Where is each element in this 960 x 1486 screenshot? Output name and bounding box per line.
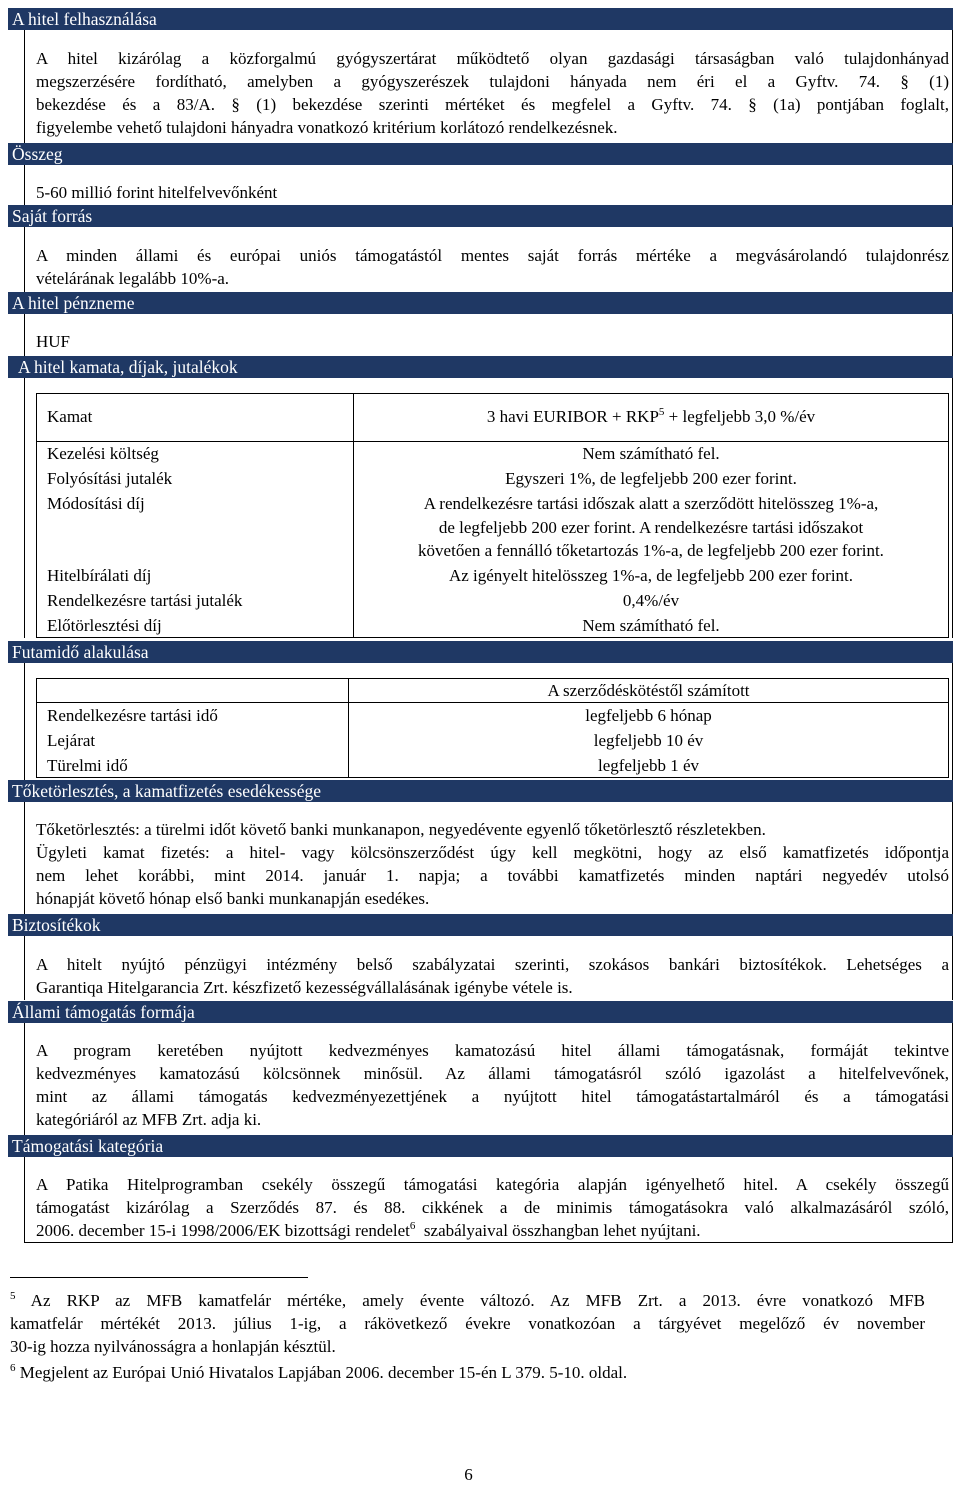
own-funds-line-2: vételárának legalább 10%-a. [36, 269, 230, 288]
footnote-ref-6[interactable]: 6 [409, 1220, 416, 1232]
repayment-line-2: Ügyleti kamat fizetés: a hitel- vagy kölcsönszerződést úgy kell megkötni, hogy az első kamatfizetés időpontja [36, 843, 949, 862]
fees-folyositasi-value: Egyszeri 1%, de legfeljebb 200 ezer forint. [505, 469, 797, 488]
fees-kezelesi-value: Nem számítható fel. [582, 444, 720, 463]
repayment-line-3: nem lehet korábbi, mint 2014. január 1. napja; a további kamatfizetés minden naptári negyedév utolsó [36, 866, 949, 885]
state-aid-text [36, 1039, 949, 1131]
currency-text [36, 330, 949, 353]
term-table-rule [36, 702, 949, 703]
fees-kezelesi-label: Kezelési költség [47, 444, 159, 463]
fees-modositasi-value-2: de legfeljebb 200 ezer forint. A rendelkezésre tartási időszakot [438, 518, 864, 537]
footnote-separator [10, 1277, 308, 1278]
own-funds-text [36, 244, 949, 290]
term-row-label: Lejárat [47, 731, 96, 750]
amount-value: 5-60 millió forint hitelfelvevőnként [36, 183, 278, 202]
fees-rendelkezesre-value: 0,4%/év [622, 591, 680, 610]
state-aid-line-2: kedvezményes kamatozású kölcsönnek minősül. Az állami támogatásról szóló igazolást a hitelfelvevőnek, [36, 1064, 949, 1083]
footnote-ref-5[interactable]: 5 [658, 406, 665, 418]
usage-line-2: megszerzésére fordítható, amelyben a gyógyszerészek tulajdoni hányada nem éri el a Gyftv. 74. § (1) [36, 72, 949, 91]
usage-line-4: figyelembe vehető tulajdoni hányadra vonatkozó kritérium korlátozó rendelkezésnek. [36, 118, 618, 137]
term-row-value: legfeljebb 10 év [593, 731, 704, 750]
fees-modositasi-label: Módosítási díj [47, 494, 145, 513]
term-row-value: legfeljebb 1 év [597, 756, 699, 775]
usage-line-1: A hitel kizárólag a közforgalmú gyógyszertárat működtető olyan gazdasági társaságban való tulajdonhányad [36, 49, 949, 68]
amount-text [36, 181, 949, 204]
fees-elotorlesztesi-value: Nem számítható fel. [582, 616, 720, 635]
usage-line-3: bekezdése és a 83/A. § (1) bekezdése szerinti mértéket és megfelel a Gyftv. 74. § (1a) pontjában foglalt, [36, 95, 949, 114]
collateral-text [36, 953, 949, 999]
footnote-number: 6 [10, 1362, 16, 1374]
section-header-repayment: Tőketörlesztés, a kamatfizetés esedékessége [8, 780, 953, 802]
footnote-6: $^6$ Megjelent az Európai Unió Hivatalos Lapjában 2006. december 15-én L 379. 5-10. oldal. [10, 1362, 628, 1382]
term-row-value: legfeljebb 6 hónap [585, 706, 712, 725]
page-number: 6 [464, 1465, 473, 1484]
fees-kamat-value: 3 havi EURIBOR + $RKP^5$ + legfeljebb 3,0 %/év [486, 406, 816, 426]
fees-folyositasi-label: Folyósítási jutalék [47, 469, 173, 488]
section-header-aid-category: Támogatási kategória [8, 1135, 953, 1157]
fees-kamat-label: Kamat [47, 407, 93, 426]
section-header-collateral: Biztosítékok [8, 914, 953, 936]
aid-category-text [36, 1173, 949, 1242]
section-header-term: Futamidő alakulása [8, 641, 953, 663]
fees-hitelbiralati-value: Az igényelt hitelösszeg 1%-a, de legfeljebb 200 ezer forint. [448, 566, 854, 585]
fees-rendelkezesre-label: Rendelkezésre tartási jutalék [47, 591, 243, 610]
aid-category-line-1: A Patika Hitelprogramban csekély összegű támogatási kategória alapján igényelhető hitel. A csekély összegű [36, 1175, 949, 1194]
section-header-state-aid: Állami támogatás formája [8, 1001, 953, 1023]
footnote-5: $^5$ Az RKP az MFB kamatfelár mértéke, amely évente változó. Az MFB Zrt. a 2013. évre vonatkozó MFB kamatfelár mértékét 2013. július 1-ig, a rákövetkező évekre vonatkozóan a tárgyévet megelőző év november 30-ig hozza nyilvánosságra a honlapján késztül. [10, 1290, 925, 1356]
state-aid-line-1: A program keretében nyújtott kedvezményes kamatozású hitel állami támogatásnak, formáját tekintve [36, 1041, 949, 1060]
state-aid-line-3: mint az állami támogatás kedvezményezettjének a nyújtott hitel támogatástartalmáról és a támogatási [36, 1087, 949, 1106]
repayment-text [36, 818, 949, 910]
currency-value: HUF [36, 332, 71, 351]
aid-category-line-2: támogatást kizárólag a Szerződés 87. és 88. cikkének a de minimis támogatásokra való alkalmazásáról szóló, [36, 1198, 949, 1217]
term-row-label: Türelmi idő [47, 756, 128, 775]
state-aid-line-4: kategóriáról az MFB Zrt. adja ki. [36, 1110, 262, 1129]
collateral-line-1: A hitelt nyújtó pénzügyi intézmény belső szabályzatai szerinti, szokásos bankári biztosítékok. Lehetséges a [36, 955, 949, 974]
repayment-line-1: Tőketörlesztés: a türelmi időt követő banki munkanapon, negyedévente egyenlő tőketörlesztő részletekben. [36, 820, 766, 839]
fees-modositasi-value-1: A rendelkezésre tartási időszak alatt a szerződött hitelösszeg 1%-a, [423, 494, 879, 513]
collateral-line-2: Garantiqa Hitelgarancia Zrt. készfizető kezességvállalásának igénybe vétele is. [36, 978, 573, 997]
footnote-number: 5 [10, 1290, 16, 1302]
section-header-currency: A hitel pénzneme [8, 292, 953, 314]
usage-text [36, 47, 949, 139]
section-header-fees: A hitel kamata, díjak, jutalékok [8, 356, 953, 378]
term-row-label: Rendelkezésre tartási idő [47, 706, 218, 725]
aid-category-line-3: 2006. december 15-i 1998/2006/EK bizottsági rendelet$^6$ szabályaival összhangban lehet nyújtani. [36, 1220, 701, 1240]
section-header-amount: Összeg [8, 143, 953, 165]
section-header-usage: A hitel felhasználása [8, 8, 953, 30]
fees-modositasi-value-3: követően a fennálló tőketartozás 1%-a, de legfeljebb 200 ezer forint. [418, 541, 884, 560]
fees-hitelbiralati-label: Hitelbírálati díj [47, 566, 152, 585]
repayment-line-4: hónapját követő hónap első banki munkanapján esedékes. [36, 889, 430, 908]
section-header-own-funds: Saját forrás [8, 205, 953, 227]
term-header: A szerződéskötéstől számított [547, 681, 750, 700]
own-funds-line-1: A minden állami és európai uniós támogatástól mentes saját forrás mértéke a megvásárolandó tulajdonrész [36, 246, 949, 265]
fees-elotorlesztesi-label: Előtörlesztési díj [47, 616, 162, 635]
